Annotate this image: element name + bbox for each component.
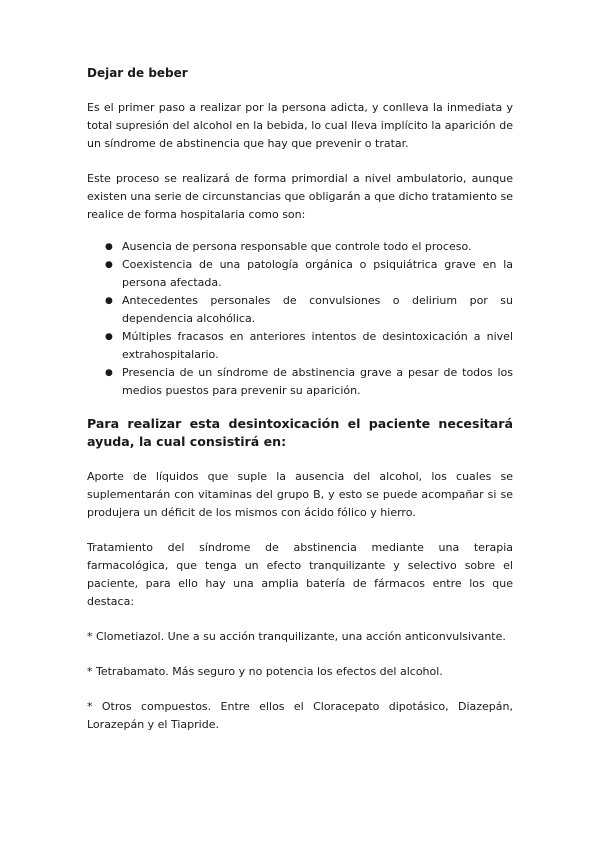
bullet-icon: ● bbox=[105, 332, 113, 342]
drug-clometiazol: * Clometiazol. Une a su acción tranquilizante, una acción anticonvulsivante. bbox=[87, 630, 506, 643]
bullet-icon: ● bbox=[105, 242, 113, 252]
paragraph-intro: Es el primer paso a realizar por la persona adicta, y conlleva la inmediata y total supresión del alcohol en la bebida, lo cual lleva implícito la aparición de un síndrome de abstinencia que hay que prevenir o tratar. bbox=[87, 101, 513, 150]
circumstances-list bbox=[87, 238, 513, 400]
paragraph-treatment: Tratamiento del síndrome de abstinencia mediante una terapia farmacológica, que tenga un efecto tranquilizante y selectivo sobre el paciente, para ello hay una amplia batería de fármacos entre los que destaca: bbox=[87, 541, 513, 608]
list-item-text: Múltiples fracasos en anteriores intentos de desintoxicación a nivel extrahospitalario. bbox=[122, 330, 513, 361]
list-item-text: Coexistencia de una patología orgánica o psiquiátrica grave en la persona afectada. bbox=[122, 258, 513, 289]
drug-tetrabamato: * Tetrabamato. Más seguro y no potencia los efectos del alcohol. bbox=[87, 665, 443, 678]
list-item bbox=[87, 292, 513, 328]
bullet-icon: ● bbox=[105, 368, 113, 378]
paragraph-circumstances: Este proceso se realizará de forma primordial a nivel ambulatorio, aunque existen una serie de circunstancias que obligarán a que dicho tratamiento se realice de forma hospitalaria como son: bbox=[87, 172, 513, 221]
document-page bbox=[87, 64, 513, 751]
list-item-text: Presencia de un síndrome de abstinencia grave a pesar de todos los medios puestos para prevenir su aparición. bbox=[122, 366, 513, 397]
list-item-text: Ausencia de persona responsable que controle todo el proceso. bbox=[122, 240, 472, 253]
list-item bbox=[87, 238, 513, 256]
bullet-icon: ● bbox=[105, 296, 113, 306]
list-item-text: Antecedentes personales de convulsiones o delirium por su dependencia alcohólica. bbox=[122, 294, 513, 325]
drug-others: * Otros compuestos. Entre ellos el Cloracepato dipotásico, Diazepán, Lorazepán y el Tiapride. bbox=[87, 700, 513, 731]
bullet-icon: ● bbox=[105, 260, 113, 270]
list-item bbox=[87, 364, 513, 400]
list-item bbox=[87, 328, 513, 364]
section-title: Dejar de beber bbox=[87, 66, 188, 80]
list-item bbox=[87, 256, 513, 292]
subheading: Para realizar esta desintoxicación el paciente necesitará ayuda, la cual consistirá en: bbox=[87, 416, 513, 449]
paragraph-fluids: Aporte de líquidos que suple la ausencia del alcohol, los cuales se suplementarán con vitaminas del grupo B, y esto se puede acompañar si se produjera un déficit de los mismos con ácido fólico y hierro. bbox=[87, 470, 513, 519]
